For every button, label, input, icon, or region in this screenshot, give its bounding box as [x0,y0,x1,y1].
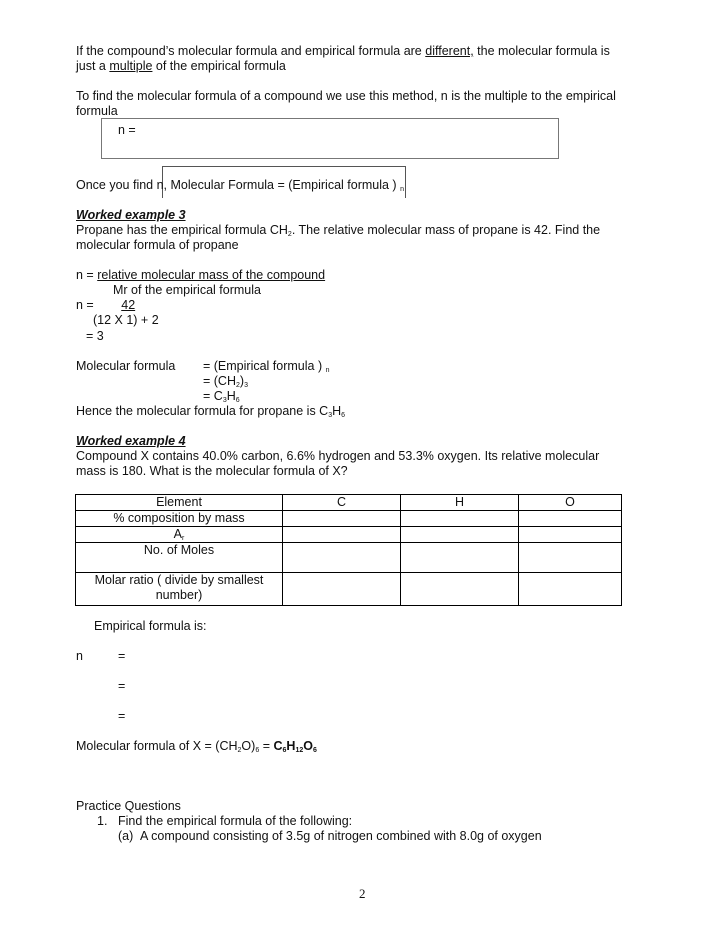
table-cell [519,511,622,527]
propane-conclusion: Hence the molecular formula for propane is $C_3H_6$ [76,404,346,419]
n-equation-denominator: Mr of the empirical formula [113,283,261,297]
example-4-line-1: Compound X contains 40.0% carbon, 6.6% hydrogen and 53.3% oxygen. Its relative molecular [76,449,600,463]
table-cell [283,527,401,543]
empirical-formula-label: Empirical formula is: [94,619,207,633]
table-cell [519,573,622,606]
n-equals-3: = [118,709,126,723]
table-row-label: % composition by mass [76,511,283,527]
table-cell [519,527,622,543]
empirical-table [75,494,622,606]
once-line: Once you find n, Molecular Formula = (Empirical formula ) $_n$ [76,178,404,193]
n-equation-result: = 3 [86,329,104,343]
molecular-formula-x: Molecular formula of $X = (CH_2O)_6 = C_6H_{12}O_6$ [76,739,317,754]
n-equation-words: n = relative molecular mass of the compound [76,268,326,282]
table-cell [401,573,519,606]
molecular-formula-step-2: = $(CH_2)_3$ [203,374,248,389]
table-cell [283,573,401,606]
table-row [76,511,622,527]
n-label: n [76,649,83,663]
table-row [76,495,622,511]
table-cell [283,511,401,527]
intro-line-1: If the compound’s molecular formula and empirical formula are different, the molecular formula is [76,44,610,58]
table-row [76,573,622,606]
molecular-formula-step-1: = (Empirical formula ) $_n$ [203,359,330,374]
table-header-element: Element [76,495,283,511]
table-row-label: $A_r$ [76,527,283,543]
table-cell [401,527,519,543]
n-equals-2: = [118,679,126,693]
method-line-2: formula [76,104,118,118]
example-3-line-1: Propane has the empirical formula $CH_2$. The relative molecular mass of propane is 42. Find the [76,223,601,238]
question-1a-text: A compound consisting of 3.5g of nitrogen combined with 8.0g of oxygen [140,829,542,843]
practice-heading: Practice Questions [76,799,181,813]
table-row-label: No. of Moles [76,543,283,573]
n-answer-box [101,118,559,159]
n-equals-1: = [118,649,126,663]
method-line-1: To find the molecular formula of a compound we use this method, n is the multiple to the empirical [76,89,616,103]
n-box-label: n = [118,123,136,137]
table-row-label: Molar ratio ( divide by smallest number) [76,573,283,606]
table-row [76,543,622,573]
table-header-h: H [401,495,519,511]
table-header-c: C [283,495,401,511]
table-cell [519,543,622,573]
table-row [76,527,622,543]
n-equation-numbers-denominator: (12 X 1) + 2 [93,313,159,327]
page-number: 2 [359,886,366,901]
table-cell [401,511,519,527]
example-3-heading: Worked example 3 [76,208,186,222]
table-cell [401,543,519,573]
table-cell [283,543,401,573]
n-equation-numbers: n = 42 [76,298,136,312]
question-1-number: 1. [97,814,108,828]
molecular-formula-step-3: = $C_3H_6$ [203,389,240,404]
table-header-o: O [519,495,622,511]
example-4-line-2: mass is 180. What is the molecular formula of X? [76,464,348,478]
example-4-heading: Worked example 4 [76,434,186,448]
intro-line-2: just a multiple of the empirical formula [76,59,286,73]
question-1-text: Find the empirical formula of the following: [118,814,353,828]
molecular-formula-label: Molecular formula [76,359,176,373]
question-1a-number: (a) [118,829,134,843]
example-3-line-2: molecular formula of propane [76,238,239,252]
